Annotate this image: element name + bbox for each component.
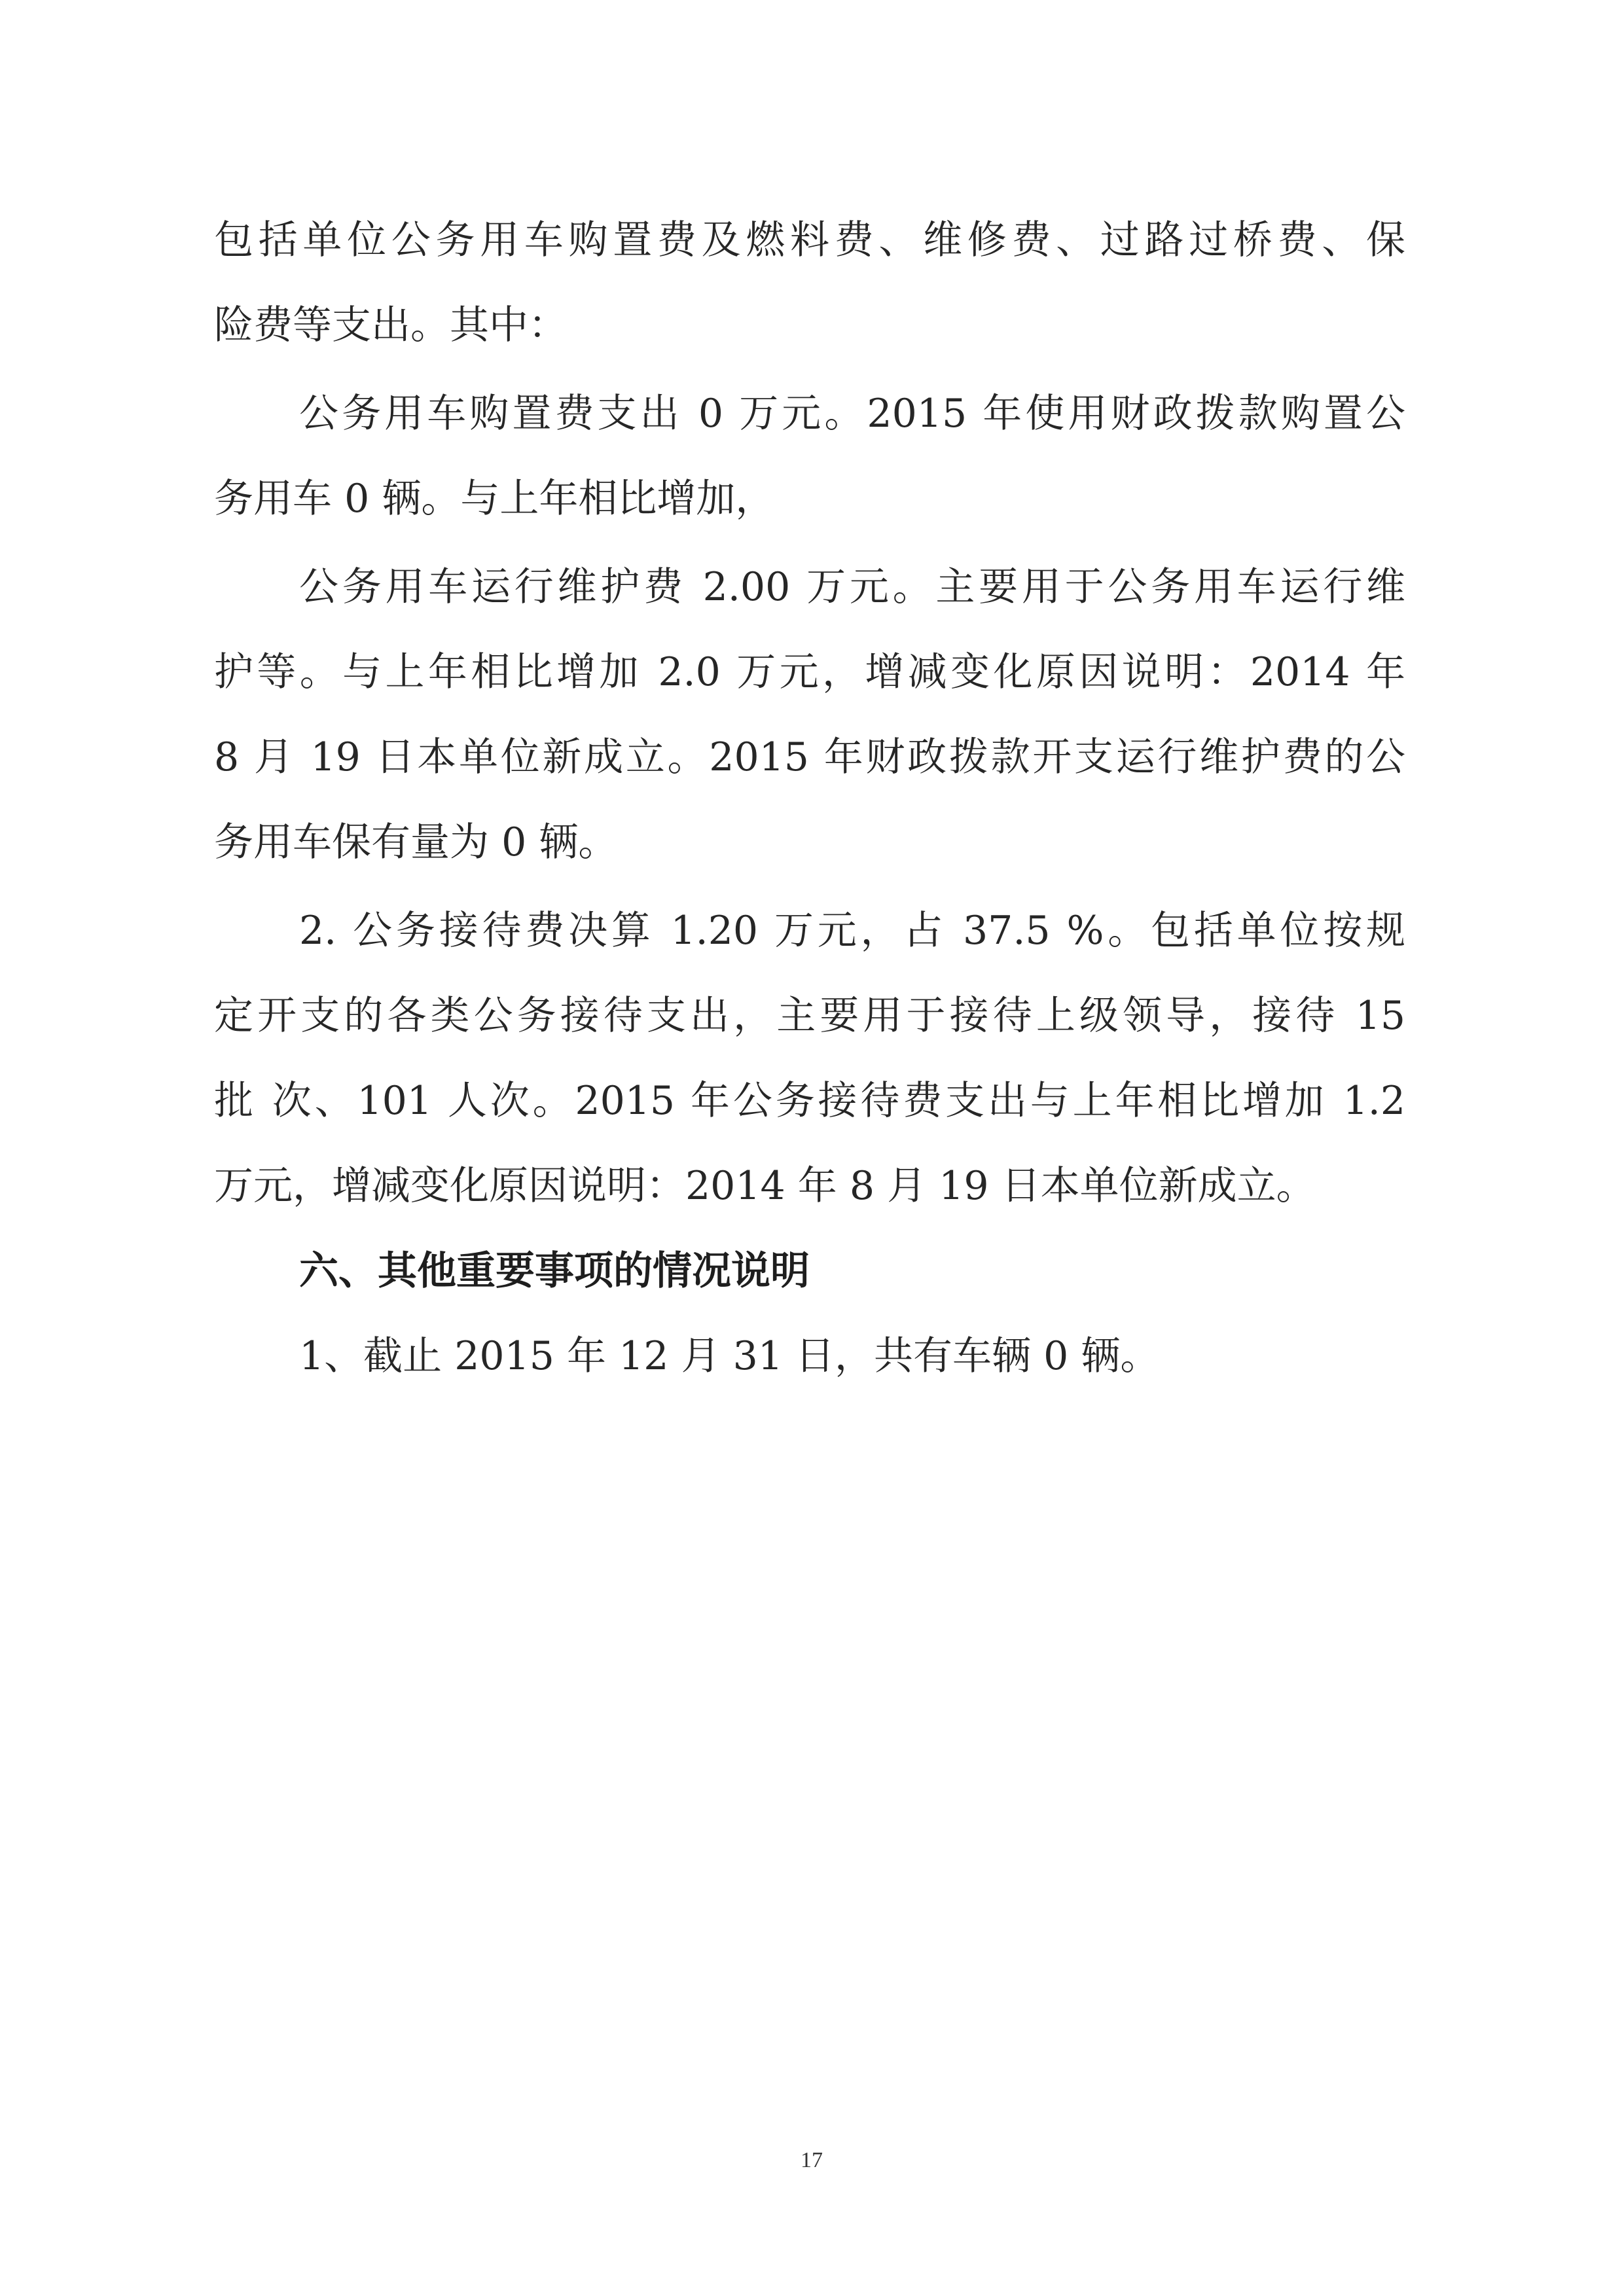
paragraph-line: 8 月 19 日本单位新成立。2015 年财政拨款开支运行维护费的公	[214, 734, 1405, 780]
paragraph-line: 2. 公务接待费决算 1.20 万元，占 37.5 %。包括单位按规	[299, 908, 1405, 954]
paragraph-line: 务用车保有量为 0 辆。	[214, 819, 618, 865]
paragraph-line: 护等。与上年相比增加 2.0 万元，增减变化原因说明：2014 年	[214, 649, 1405, 695]
paragraph-line: 务用车 0 辆。与上年相比增加，	[214, 476, 775, 522]
paragraph-line: 1、截止 2015 年 12 月 31 日，共有车辆 0 辆。	[299, 1333, 1160, 1379]
paragraph-line: 险费等支出。其中：	[214, 302, 568, 348]
paragraph-line: 公务用车运行维护费 2.00 万元。主要用于公务用车运行维	[299, 564, 1405, 610]
section-heading: 六、其他重要事项的情况说明	[299, 1248, 810, 1294]
paragraph-line: 包括单位公务用车购置费及燃料费、维修费、过路过桥费、保	[214, 217, 1405, 263]
paragraph-line: 公务用车购置费支出 0 万元。2015 年使用财政拨款购置公	[299, 391, 1405, 437]
paragraph-line: 批 次、101 人次。2015 年公务接待费支出与上年相比增加 1.2	[214, 1078, 1405, 1124]
paragraph-line: 定开支的各类公务接待支出，主要用于接待上级领导，接待 15	[214, 993, 1405, 1039]
page-number: 17	[801, 2148, 823, 2172]
paragraph-line: 万元，增减变化原因说明：2014 年 8 月 19 日本单位新成立。	[214, 1163, 1316, 1209]
